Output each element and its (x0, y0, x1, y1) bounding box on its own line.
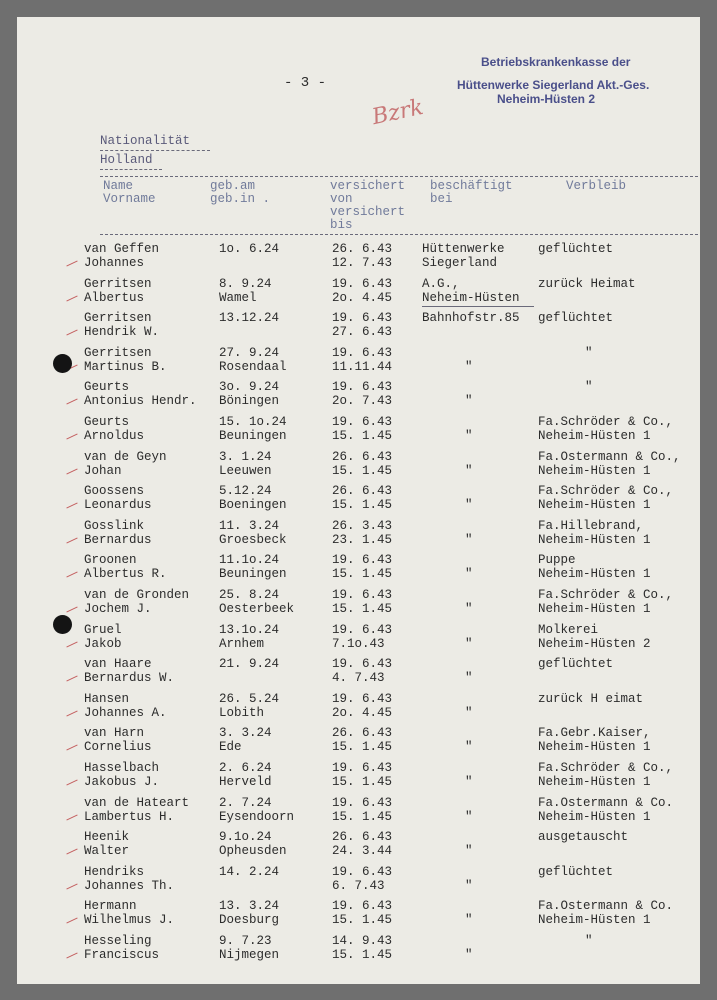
insured-cell: 19. 6.43 (332, 899, 393, 914)
employed-cell: " (465, 429, 473, 443)
whereabouts-cell: Neheim-Hüsten 1 (538, 775, 651, 789)
employed-cell: " (465, 567, 473, 582)
born-cell: 25. 8.24 (219, 588, 280, 602)
name-cell: Hendriks (84, 864, 145, 879)
header-whereabouts: Verbleib (566, 179, 627, 193)
employed-cell: Siegerland (422, 256, 498, 270)
whereabouts-cell: Neheim-Hüsten 1 (538, 740, 651, 755)
insured-cell: 26. 6.43 (332, 242, 393, 256)
header-insured-from: von (330, 192, 353, 206)
whereabouts-cell: ausgetauscht (538, 830, 629, 845)
insured-cell: 15. 1.45 (332, 602, 393, 616)
name-cell: Albertus (84, 290, 145, 305)
born-cell: 13.1o.24 (219, 622, 280, 637)
born-cell: 15. 1o.24 (219, 415, 287, 429)
header-firstname: Vorname (103, 192, 156, 206)
name-cell: van de Hateart (84, 795, 190, 810)
born-cell: Doesburg (219, 913, 280, 928)
employed-cell: " (465, 705, 473, 720)
insured-cell: 15. 1.45 (332, 463, 393, 478)
employed-cell: " (465, 878, 473, 893)
employed-cell: " (465, 498, 473, 513)
insured-cell: 19. 6.43 (332, 588, 393, 602)
name-cell: Antonius Hendr. (84, 394, 197, 409)
header-insured: versichert (330, 205, 406, 219)
born-cell: 11.1o.24 (219, 553, 280, 568)
name-cell: Franciscus (84, 948, 160, 962)
name-cell: Hansen (84, 691, 130, 706)
whereabouts-cell: Neheim-Hüsten 1 (538, 532, 651, 547)
name-cell: Johannes A. (84, 705, 167, 720)
born-cell: Beuningen (219, 567, 287, 582)
header-insured: versichert (330, 179, 406, 193)
insured-cell: 15. 1.45 (332, 775, 393, 789)
name-cell: Jochem J. (84, 602, 152, 616)
header-insured-until: bis (330, 218, 353, 232)
employed-cell: " (465, 359, 473, 374)
name-cell: Bernardus (84, 532, 152, 547)
whereabouts-cell: geflüchtet (538, 311, 614, 326)
name-cell: Hesseling (84, 934, 152, 948)
insured-cell: 19. 6.43 (332, 761, 393, 775)
name-cell: Walter (84, 844, 130, 859)
born-cell: Opheusden (219, 844, 287, 859)
whereabouts-cell: " (585, 345, 593, 360)
underline (100, 150, 210, 151)
name-cell: van Harn (84, 726, 145, 741)
name-cell: Geurts (84, 380, 130, 395)
header-born-place: geb.in . (210, 192, 271, 206)
born-cell: 3. 1.24 (219, 449, 272, 464)
whereabouts-cell: Fa.Ostermann & Co., (538, 449, 681, 464)
insured-cell: 15. 1.45 (332, 429, 393, 443)
name-cell: Gosslink (84, 518, 145, 533)
insured-cell: 19. 6.43 (332, 657, 393, 672)
born-cell: 5.12.24 (219, 484, 272, 499)
insured-cell: 26. 3.43 (332, 518, 393, 533)
whereabouts-cell: " (585, 934, 593, 948)
born-cell: 21. 9.24 (219, 657, 280, 672)
born-cell: 26. 5.24 (219, 691, 280, 706)
employed-cell: " (465, 394, 473, 409)
employed-cell: " (465, 463, 473, 478)
insured-cell: 12. 7.43 (332, 256, 393, 270)
name-cell: Jakobus J. (84, 775, 160, 789)
name-cell: Hendrik W. (84, 325, 160, 340)
insured-cell: 19. 6.43 (332, 622, 393, 637)
born-cell: Beuningen (219, 429, 287, 443)
name-cell: Heenik (84, 830, 130, 845)
born-cell: 27. 9.24 (219, 345, 280, 360)
insured-cell: 7.1o.43 (332, 636, 385, 651)
employed-cell: " (465, 913, 473, 928)
employed-cell: Hüttenwerke (422, 242, 505, 256)
born-cell: 14. 2.24 (219, 864, 280, 879)
name-cell: Jakob (84, 636, 122, 651)
name-cell: van Haare (84, 657, 152, 672)
nationality-label: Nationalität (100, 134, 191, 148)
employed-cell: " (465, 532, 473, 547)
whereabouts-cell: Neheim-Hüsten 1 (538, 602, 651, 616)
punch-hole (53, 615, 72, 634)
born-cell: 2. 7.24 (219, 795, 272, 810)
insured-cell: 15. 1.45 (332, 498, 393, 513)
whereabouts-cell: Puppe (538, 553, 576, 568)
whereabouts-cell: geflüchtet (538, 242, 614, 256)
header-rule-bottom (100, 234, 698, 235)
born-cell: Oesterbeek (219, 602, 295, 616)
name-cell: Johan (84, 463, 122, 478)
header-employed: beschäftigt (430, 179, 513, 193)
whereabouts-cell: geflüchtet (538, 864, 614, 879)
insured-cell: 19. 6.43 (332, 311, 393, 326)
born-cell: 13. 3.24 (219, 899, 280, 914)
insured-cell: 15. 1.45 (332, 913, 393, 928)
insured-cell: 23. 1.45 (332, 532, 393, 547)
insured-cell: 26. 6.43 (332, 726, 393, 741)
name-cell: Leonardus (84, 498, 152, 513)
insured-cell: 19. 6.43 (332, 415, 393, 429)
whereabouts-cell: Neheim-Hüsten 1 (538, 429, 651, 443)
insured-cell: 19. 6.43 (332, 380, 393, 395)
whereabouts-cell: Molkerei (538, 622, 599, 637)
name-cell: Johannes (84, 256, 145, 270)
whereabouts-cell: Neheim-Hüsten 1 (538, 463, 651, 478)
name-cell: Hasselbach (84, 761, 160, 775)
name-cell: Gruel (84, 622, 122, 637)
header-name: Name (103, 179, 134, 193)
insured-cell: 14. 9.43 (332, 934, 393, 948)
underline (100, 169, 162, 170)
whereabouts-cell: Fa.Hillebrand, (538, 518, 644, 533)
whereabouts-cell: Fa.Ostermann & Co. (538, 795, 674, 810)
name-cell: Bernardus W. (84, 671, 175, 686)
born-cell: Arnhem (219, 636, 265, 651)
employed-cell: " (465, 740, 473, 755)
whereabouts-cell: Neheim-Hüsten 1 (538, 913, 651, 928)
name-cell: Johannes Th. (84, 878, 175, 893)
name-cell: Cornelius (84, 740, 152, 755)
insured-cell: 2o. 4.45 (332, 705, 393, 720)
name-cell: Arnoldus (84, 429, 145, 443)
stamp-line: Betriebskrankenkasse der (481, 55, 631, 69)
header-employed-at: bei (430, 192, 453, 206)
insured-cell: 2o. 4.45 (332, 290, 393, 305)
whereabouts-cell: Fa.Ostermann & Co. (538, 899, 674, 914)
born-cell: Wamel (219, 290, 257, 305)
employed-cell: " (465, 636, 473, 651)
name-cell: Groonen (84, 553, 137, 568)
underline (422, 306, 534, 307)
name-cell: Lambertus H. (84, 809, 175, 824)
born-cell: 11. 3.24 (219, 518, 280, 533)
name-cell: Gerritsen (84, 311, 152, 326)
employed-cell: " (465, 809, 473, 824)
whereabouts-cell: geflüchtet (538, 657, 614, 672)
whereabouts-cell: Fa.Schröder & Co., (538, 484, 674, 499)
whereabouts-cell: Fa.Gebr.Kaiser, (538, 726, 651, 741)
born-cell: Nijmegen (219, 948, 280, 962)
insured-cell: 19. 6.43 (332, 691, 393, 706)
whereabouts-cell: Neheim-Hüsten 2 (538, 636, 651, 651)
name-cell: Gerritsen (84, 276, 152, 291)
insured-cell: 15. 1.45 (332, 567, 393, 582)
whereabouts-cell: zurück H eimat (538, 691, 644, 706)
whereabouts-cell: zurück Heimat (538, 276, 636, 291)
whereabouts-cell: Neheim-Hüsten 1 (538, 809, 651, 824)
born-cell: 9. 7.23 (219, 934, 272, 948)
name-cell: van de Geyn (84, 449, 167, 464)
born-cell: Rosendaal (219, 359, 287, 374)
insured-cell: 26. 6.43 (332, 830, 393, 845)
born-cell: Lobith (219, 705, 265, 720)
born-cell: 8. 9.24 (219, 276, 272, 291)
employed-cell: " (465, 775, 473, 789)
whereabouts-cell: Neheim-Hüsten 1 (538, 567, 651, 582)
born-cell: 9.1o.24 (219, 830, 272, 845)
born-cell: Groesbeck (219, 532, 287, 547)
insured-cell: 19. 6.43 (332, 276, 393, 291)
born-cell: 3o. 9.24 (219, 380, 280, 395)
whereabouts-cell: Fa.Schröder & Co., (538, 761, 674, 775)
header-rule-top (100, 176, 698, 177)
insured-cell: 19. 6.43 (332, 864, 393, 879)
name-cell: Gerritsen (84, 345, 152, 360)
handwritten-signature: Bzrk (369, 94, 426, 131)
whereabouts-cell: Fa.Schröder & Co., (538, 588, 674, 602)
born-cell: Eysendoorn (219, 809, 295, 824)
insured-cell: 19. 6.43 (332, 553, 393, 568)
stamp-line: Hüttenwerke Siegerland Akt.-Ges. (457, 78, 650, 92)
employed-cell: A.G., (422, 276, 460, 291)
name-cell: Wilhelmus J. (84, 913, 175, 928)
stamp-line: Neheim-Hüsten 2 (497, 92, 596, 106)
insured-cell: 24. 3.44 (332, 844, 393, 859)
insured-cell: 15. 1.45 (332, 809, 393, 824)
whereabouts-cell: Fa.Schröder & Co., (538, 415, 674, 429)
insured-cell: 19. 6.43 (332, 345, 393, 360)
born-cell: Herveld (219, 775, 272, 789)
insured-cell: 2o. 7.43 (332, 394, 393, 409)
employed-cell: " (465, 844, 473, 859)
name-cell: Martinus B. (84, 359, 167, 374)
insured-cell: 4. 7.43 (332, 671, 385, 686)
born-cell: 1o. 6.24 (219, 242, 280, 256)
born-cell: Böningen (219, 394, 280, 409)
insured-cell: 6. 7.43 (332, 878, 385, 893)
name-cell: van de Gronden (84, 588, 190, 602)
employed-cell: " (465, 948, 473, 962)
born-cell: 2. 6.24 (219, 761, 272, 775)
employed-cell: " (465, 602, 473, 616)
name-cell: Albertus R. (84, 567, 167, 582)
name-cell: Hermann (84, 899, 137, 914)
born-cell: 3. 3.24 (219, 726, 272, 741)
whereabouts-cell: " (585, 380, 593, 395)
name-cell: Goossens (84, 484, 145, 499)
born-cell: Ede (219, 740, 242, 755)
whereabouts-cell: Neheim-Hüsten 1 (538, 498, 651, 513)
insured-cell: 15. 1.45 (332, 740, 393, 755)
name-cell: Geurts (84, 415, 130, 429)
insured-cell: 19. 6.43 (332, 795, 393, 810)
insured-cell: 27. 6.43 (332, 325, 393, 340)
punch-hole (53, 354, 72, 373)
born-cell: Boeningen (219, 498, 287, 513)
insured-cell: 26. 6.43 (332, 484, 393, 499)
insured-cell: 26. 6.43 (332, 449, 393, 464)
insured-cell: 15. 1.45 (332, 948, 393, 962)
born-cell: Leeuwen (219, 463, 272, 478)
header-born-date: geb.am (210, 179, 256, 193)
employed-cell: Neheim-Hüsten (422, 290, 520, 305)
born-cell: 13.12.24 (219, 311, 280, 326)
page-number: - 3 - (284, 75, 327, 91)
nationality-value: Holland (100, 153, 153, 167)
employed-cell: " (465, 671, 473, 686)
insured-cell: 11.11.44 (332, 359, 393, 374)
employed-cell: Bahnhofstr.85 (422, 311, 520, 326)
name-cell: van Geffen (84, 242, 160, 256)
